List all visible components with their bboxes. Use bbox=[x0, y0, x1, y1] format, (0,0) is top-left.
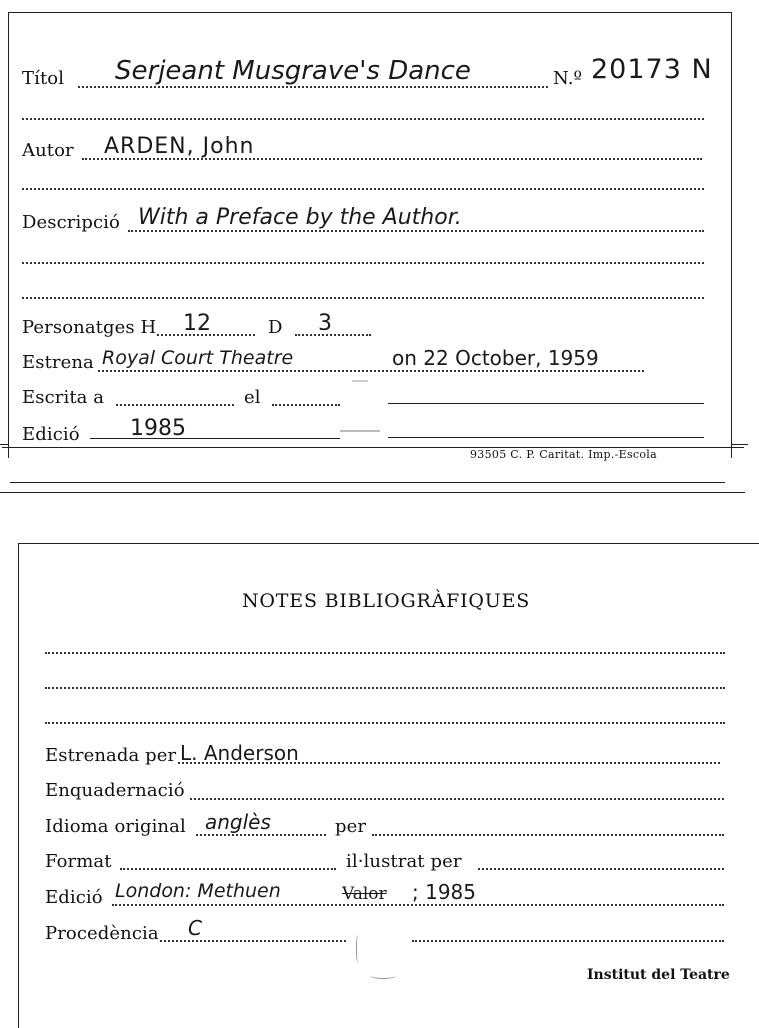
line-procedencia bbox=[160, 940, 346, 942]
scan-mark bbox=[370, 972, 396, 979]
notes-line-3 bbox=[45, 722, 725, 724]
line-edicio-back bbox=[112, 904, 724, 906]
value-edicio[interactable]: 1985 bbox=[130, 416, 186, 441]
label-edicio: Edició bbox=[22, 424, 80, 445]
label-idioma: Idioma original bbox=[45, 816, 186, 837]
value-personatges-d[interactable]: 3 bbox=[318, 311, 332, 336]
label-d: D bbox=[268, 317, 283, 338]
line-enquadernacio bbox=[190, 798, 724, 800]
scan-mark-2 bbox=[352, 380, 368, 382]
scan-mark-3 bbox=[340, 430, 380, 432]
label-personatges: Personatges H bbox=[22, 317, 157, 338]
label-autor: Autor bbox=[22, 140, 74, 161]
line-edicio-right bbox=[388, 437, 704, 438]
scan-edge-top bbox=[0, 492, 745, 493]
line-escrita-right bbox=[388, 403, 704, 404]
line-titol-2 bbox=[22, 118, 704, 120]
line-escrita bbox=[116, 404, 234, 406]
value-estrenada[interactable]: L. Anderson bbox=[180, 741, 299, 765]
line-estrena bbox=[98, 370, 644, 372]
front-card-bottom-2 bbox=[10, 482, 725, 483]
label-enquadernacio: Enquadernació bbox=[45, 780, 185, 801]
label-edicio-back: Edició bbox=[45, 887, 103, 908]
label-titol: Títol bbox=[22, 68, 65, 89]
label-escrita: Escrita a bbox=[22, 387, 105, 408]
notes-line-1 bbox=[45, 652, 725, 654]
line-format bbox=[120, 868, 336, 870]
label-estrenada: Estrenada per bbox=[45, 745, 177, 766]
line-el bbox=[272, 404, 340, 406]
punch-hole-mark bbox=[356, 935, 361, 963]
label-illustrat: il·lustrat per bbox=[346, 851, 462, 872]
value-idioma[interactable]: anglès bbox=[205, 810, 271, 834]
line-procedencia-right bbox=[412, 940, 724, 942]
value-edicio-any[interactable]: ; 1985 bbox=[412, 880, 476, 904]
value-edicio-lloc[interactable]: London: Methuen bbox=[115, 880, 281, 902]
label-estrena: Estrena bbox=[22, 352, 94, 373]
value-edicio-struck: Valor bbox=[342, 884, 387, 904]
line-edicio bbox=[90, 438, 340, 439]
line-descripcio-3 bbox=[22, 297, 704, 299]
value-descripcio[interactable]: With a Preface by the Author. bbox=[138, 205, 462, 230]
value-numero[interactable]: 20173 N bbox=[591, 54, 713, 85]
value-autor[interactable]: ARDEN, John bbox=[104, 134, 255, 159]
value-personatges-h[interactable]: 12 bbox=[183, 311, 211, 336]
line-titol bbox=[78, 86, 548, 88]
value-estrena-lloc[interactable]: Royal Court Theatre bbox=[102, 347, 294, 369]
institution-name: Institut del Teatre bbox=[587, 967, 730, 983]
notes-line-2 bbox=[45, 687, 725, 689]
value-titol[interactable]: Serjeant Musgrave's Dance bbox=[115, 56, 471, 86]
line-idioma bbox=[196, 834, 326, 836]
line-personatges-d bbox=[295, 334, 371, 336]
value-procedencia[interactable]: C bbox=[188, 916, 202, 940]
label-el: el bbox=[244, 387, 261, 408]
label-numero: N.º bbox=[553, 68, 583, 89]
line-descripcio-2 bbox=[22, 262, 704, 264]
label-descripcio: Descripció bbox=[22, 212, 120, 233]
line-illustrat bbox=[478, 868, 724, 870]
label-per: per bbox=[335, 816, 367, 837]
notes-heading: NOTES BIBLIOGRÀFIQUES bbox=[242, 590, 531, 612]
printer-imprint: 93505 C. P. Caritat. Imp.-Escola bbox=[470, 448, 657, 461]
value-estrena-data[interactable]: on 22 October, 1959 bbox=[392, 346, 599, 370]
label-format: Format bbox=[45, 851, 112, 872]
label-procedencia: Procedència bbox=[45, 923, 159, 944]
line-idioma-per bbox=[372, 834, 724, 836]
line-autor-2 bbox=[22, 188, 704, 190]
line-descripcio bbox=[128, 230, 704, 232]
